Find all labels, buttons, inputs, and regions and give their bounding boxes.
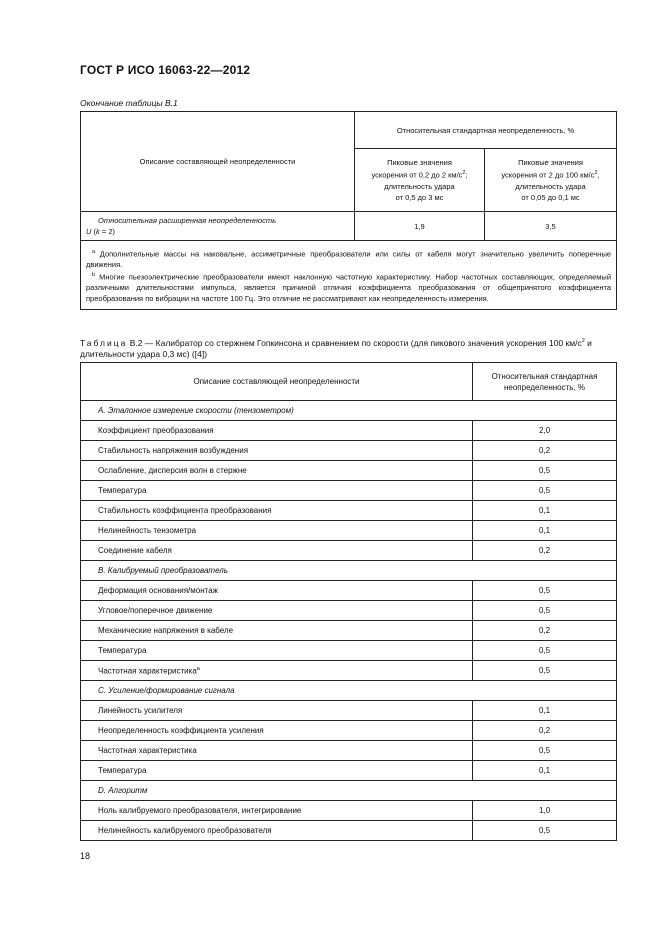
uncertainty-value: 0,5 — [473, 581, 617, 601]
document-title: ГОСТ Р ИСО 16063-22—2012 — [80, 63, 251, 77]
table-b1-subheader-high: Пиковые значения ускорения от 2 до 100 $км/с^2$, длительность удара от 0,05 до 0,1 мс — [485, 149, 617, 212]
component-label: Стабильность напряжения возбуждения — [81, 441, 473, 461]
section-row — [81, 681, 617, 701]
table-b1-desc-header: Описание составляющей неопределенности — [81, 112, 355, 212]
component-label: Температура — [81, 641, 473, 661]
uncertainty-value: 2,0 — [473, 421, 617, 441]
section-row — [81, 561, 617, 581]
table-row — [81, 661, 617, 681]
component-label: Угловое/поперечное движение — [81, 601, 473, 621]
uncertainty-value: 0,5 — [473, 601, 617, 621]
component-label: Деформация основания/монтаж — [81, 581, 473, 601]
table-row — [81, 821, 617, 841]
section-title: A. Эталонное измерение скорости (тензометром) — [81, 401, 617, 421]
component-label: Нелинейность калибруемого преобразователя — [81, 821, 473, 841]
expanded-uncertainty-high: 3,5 — [485, 212, 617, 241]
component-label: Частотная характеристика — [81, 741, 473, 761]
component-label: Соединение кабеля — [81, 541, 473, 561]
table-row — [81, 801, 617, 821]
uncertainty-value: 0,5 — [473, 641, 617, 661]
component-label: Стабильность коэффициента преобразования — [81, 501, 473, 521]
table-b2 — [80, 362, 617, 841]
section-row — [81, 781, 617, 801]
section-title: B. Калибруемый преобразователь — [81, 561, 617, 581]
uncertainty-value: 0,5 — [473, 481, 617, 501]
uncertainty-value: 0,5 — [473, 741, 617, 761]
component-label: Ноль калибруемого преобразователя, интегрирование — [81, 801, 473, 821]
expanded-uncertainty-label: Относительная расширенная неопределенность U (k = 2) — [81, 212, 355, 241]
component-label: Линейность усилителя — [81, 701, 473, 721]
expanded-uncertainty-low: 1,9 — [355, 212, 485, 241]
uncertainty-value: 0,1 — [473, 701, 617, 721]
uncertainty-value: 0,5 — [473, 661, 617, 681]
section-row — [81, 401, 617, 421]
uncertainty-value: 0,2 — [473, 721, 617, 741]
uncertainty-value: 0,5 — [473, 821, 617, 841]
page-number: 18 — [80, 851, 91, 861]
section-title: D. Алгоритм — [81, 781, 617, 801]
table-row — [81, 501, 617, 521]
component-label: Температура — [81, 761, 473, 781]
component-label: Нелинейность тензометра — [81, 521, 473, 541]
component-label: Температура — [81, 481, 473, 501]
uncertainty-value: 0,1 — [473, 761, 617, 781]
table-b2-unc-header: Относительная стандартная неопределенность, % — [473, 363, 617, 401]
table-b2-caption: Таблица В.2 — Калибратор со стержнем Гопкинсона и сравнением по скорости (для пикового значения ускорения 100 $км/с^2$ и длительности удара 0,3 мс) ([4]) — [80, 337, 592, 359]
table-row — [81, 741, 617, 761]
table-b1-unc-header: Относительная стандартная неопределенность, % — [355, 112, 617, 149]
table-row — [81, 761, 617, 781]
table-row — [81, 541, 617, 561]
uncertainty-value: 0,2 — [473, 441, 617, 461]
table-row — [81, 441, 617, 461]
component-label: Частотная характеристика$^a$ — [81, 661, 473, 681]
uncertainty-value: 0,5 — [473, 461, 617, 481]
table-row — [81, 581, 617, 601]
table-row — [81, 521, 617, 541]
uncertainty-value: 0,2 — [473, 541, 617, 561]
table-row — [81, 621, 617, 641]
table-b1 — [80, 111, 617, 310]
table-row — [81, 601, 617, 621]
table-b2-desc-header: Описание составляющей неопределенности — [81, 363, 473, 401]
table-row — [81, 461, 617, 481]
table-row — [81, 701, 617, 721]
uncertainty-value: 1,0 — [473, 801, 617, 821]
uncertainty-value: 0,1 — [473, 501, 617, 521]
table-row — [81, 421, 617, 441]
table-row — [81, 481, 617, 501]
uncertainty-value: 0,2 — [473, 621, 617, 641]
component-label: Коэффициент преобразования — [81, 421, 473, 441]
table-b1-footnotes: $^а$ Дополнительные массы на наковальне, ассиметричные преобразователи или силы от кабеля могут значительно увеличить поперечные движения. $^b$ Многие пьезоэлектрические преобразователи имеют наклонную частотную характеристику. Набор частотных составляющих, определяемый различными длительностями импульса, является причиной отличия коэффициента преобразования от общепринятого коэффициента преобразования по вибрации на частоте 100 Гц. Это отличие не рассматривают как неопределенность измерения. — [81, 241, 617, 310]
table-row — [81, 721, 617, 741]
component-label: Ослабление, дисперсия волн в стержне — [81, 461, 473, 481]
component-label: Механические напряжения в кабеле — [81, 621, 473, 641]
table-b1-subheader-low: Пиковые значения ускорения от 0,2 до 2 $км/с^2$; длительность удара от 0,5 до 3 мс — [355, 149, 485, 212]
section-title: C. Усиление/формирование сигнала — [81, 681, 617, 701]
component-label: Неопределенность коэффициента усиления — [81, 721, 473, 741]
table-b1-caption: Окончание таблицы В.1 — [80, 98, 178, 108]
table-row — [81, 641, 617, 661]
uncertainty-value: 0,1 — [473, 521, 617, 541]
